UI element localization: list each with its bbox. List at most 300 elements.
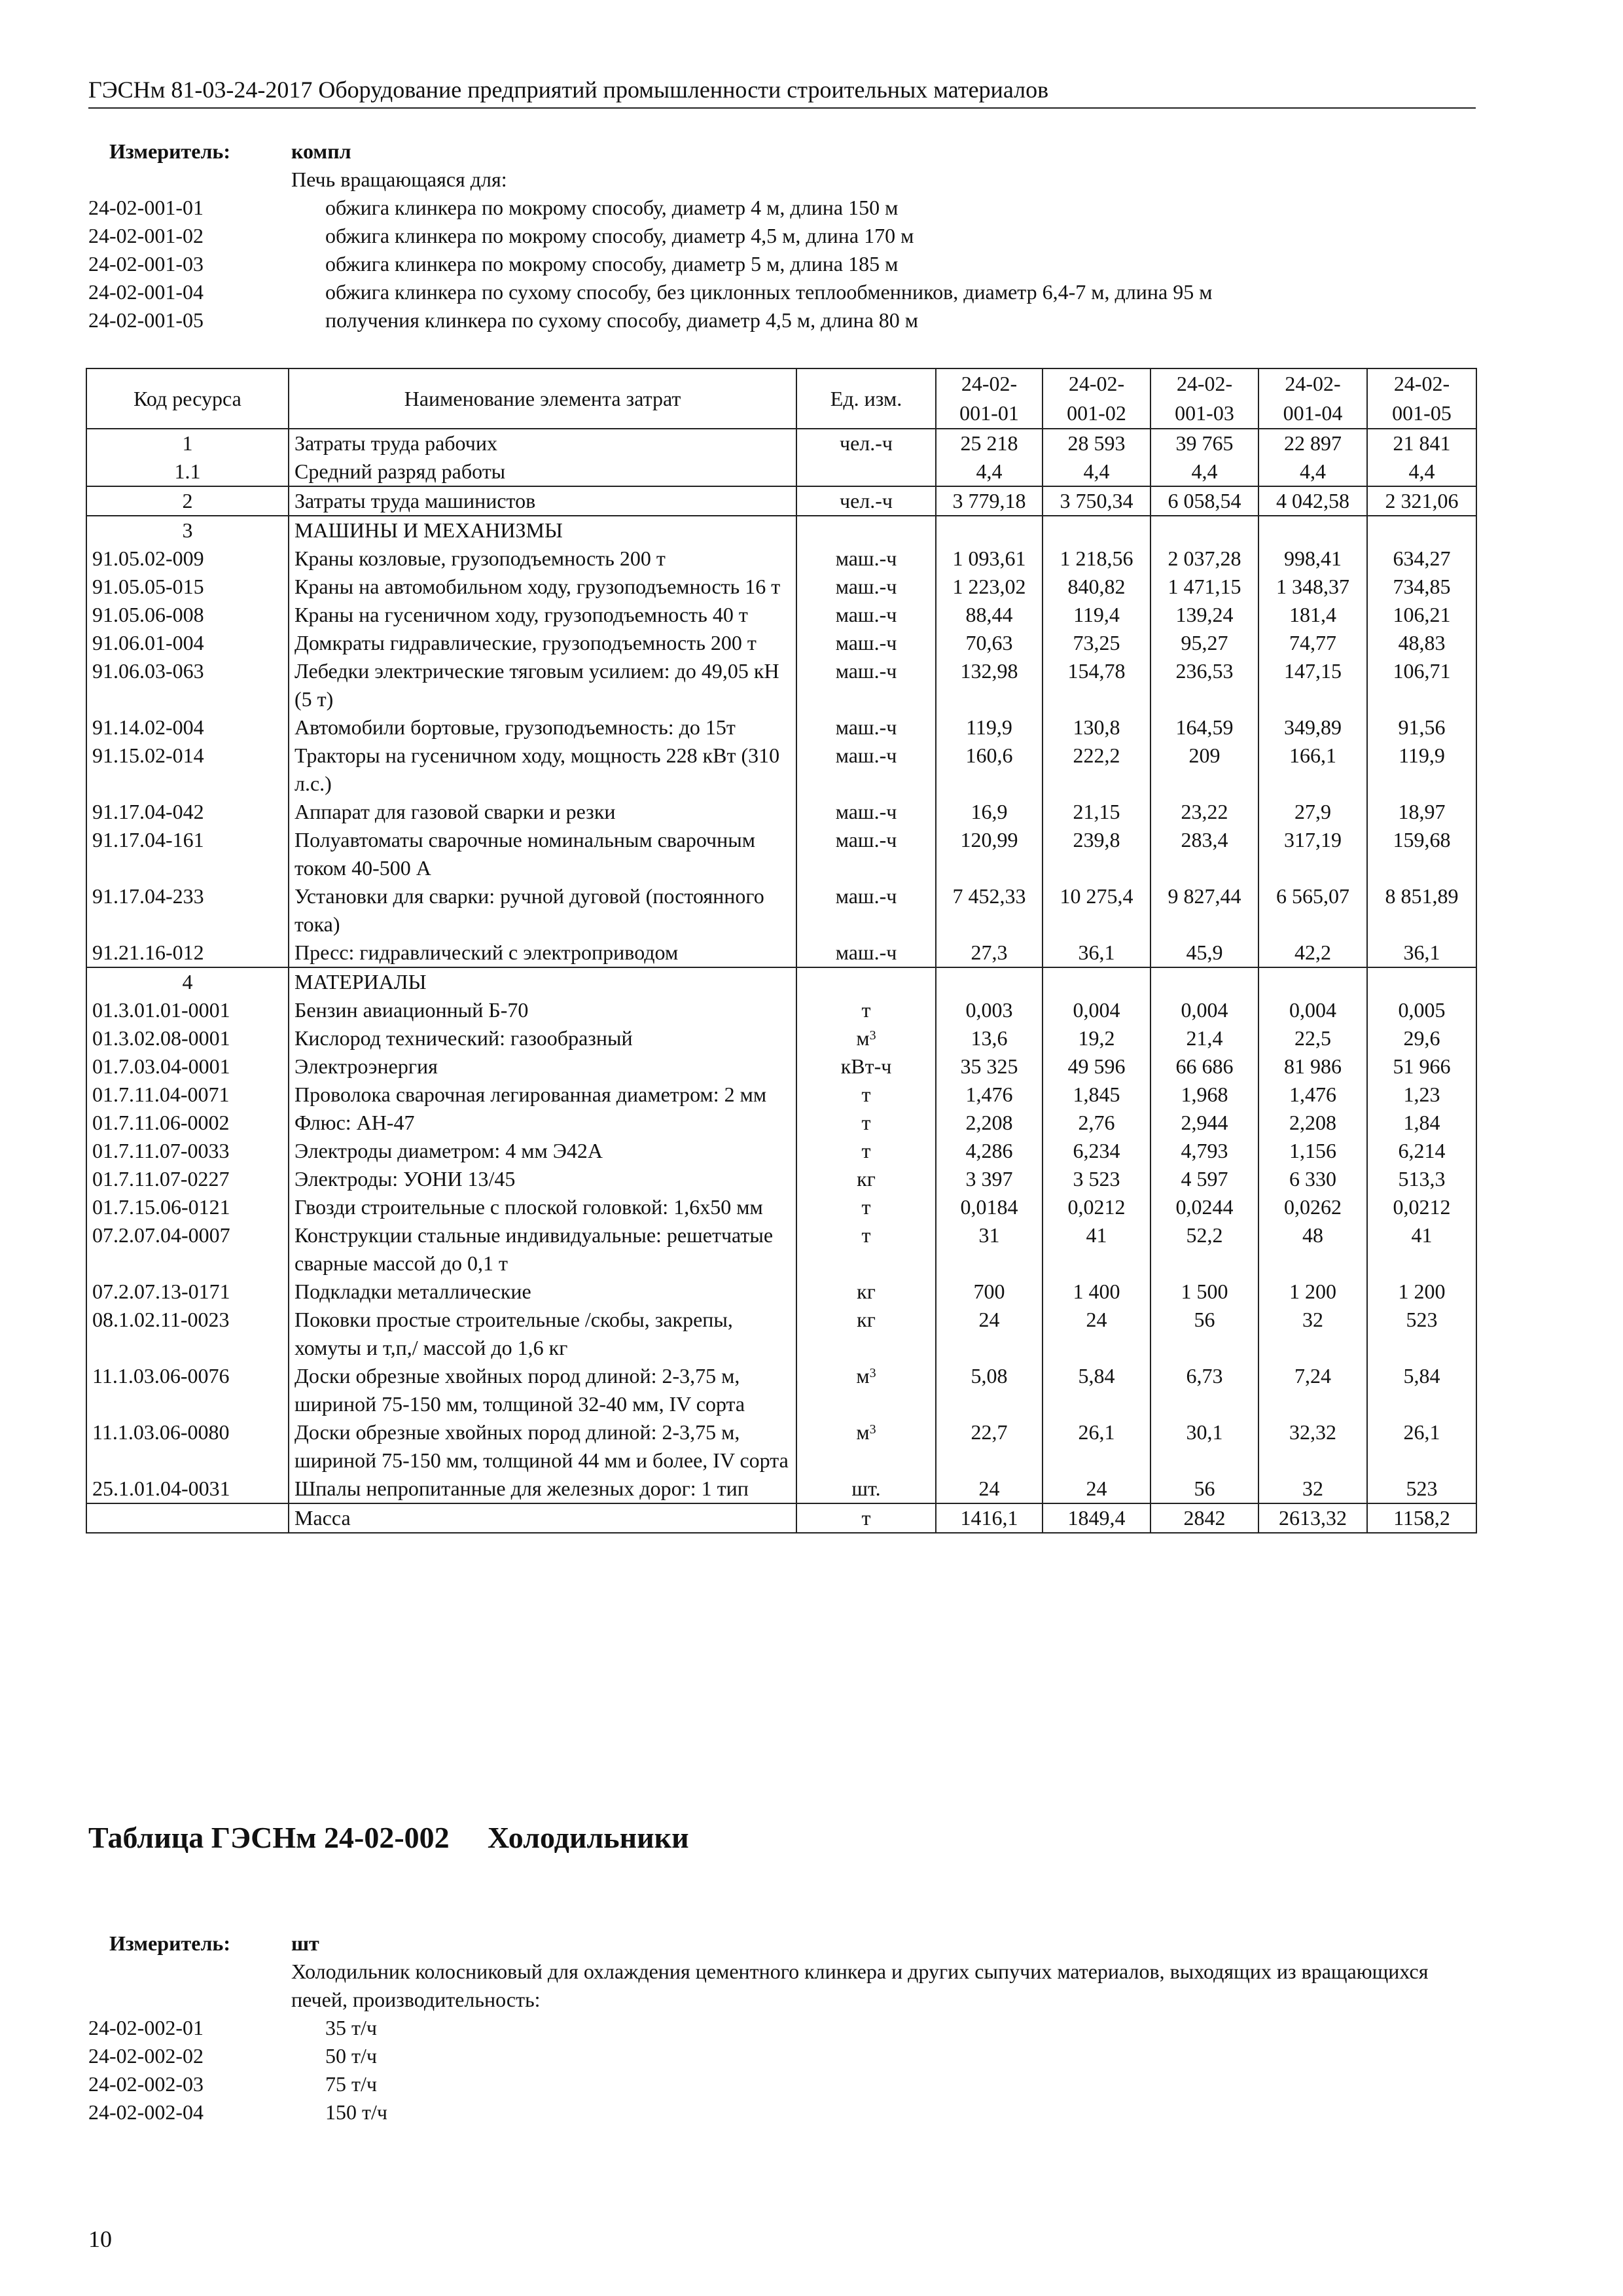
value-cell: 700: [936, 1278, 1043, 1306]
table-row: [86, 1362, 1476, 1418]
value-cell: 18,97: [1367, 798, 1476, 826]
value-cell: 74,77: [1258, 629, 1367, 657]
value-cell: 1 218,56: [1043, 545, 1150, 573]
value-cell: 2 037,28: [1150, 545, 1258, 573]
resource-unit: кг: [796, 1306, 936, 1362]
list-item: 24-02-001-03 обжига клинкера по мокрому способу, диаметр 5 м, длина 185 м: [88, 252, 899, 276]
value-cell: 1 471,15: [1150, 573, 1258, 601]
value-cell: 4,4: [936, 457, 1043, 486]
value-cell: 523: [1367, 1475, 1476, 1503]
value-cell: 6,73: [1150, 1362, 1258, 1418]
resource-name: Лебедки электрические тяговым усилием: до 49,05 кН (5 т): [289, 657, 796, 713]
value-cell: 21 841: [1367, 429, 1476, 457]
value-cell: 1 348,37: [1258, 573, 1367, 601]
value-cell: 91,56: [1367, 713, 1476, 742]
value-cell: 1,968: [1150, 1081, 1258, 1109]
resource-unit: маш.-ч: [796, 826, 936, 882]
list-item: 24-02-002-03 75 т/ч: [88, 2072, 377, 2096]
value-cell: 21,4: [1150, 1024, 1258, 1052]
resource-unit: [796, 457, 936, 486]
value-cell: 4,4: [1043, 457, 1150, 486]
value-cell: [1150, 516, 1258, 545]
resource-unit: маш.-ч: [796, 713, 936, 742]
value-cell: 2,208: [1258, 1109, 1367, 1137]
value-cell: 0,0244: [1150, 1193, 1258, 1221]
resource-unit: маш.-ч: [796, 882, 936, 939]
value-cell: 41: [1043, 1221, 1150, 1278]
value-cell: 29,6: [1367, 1024, 1476, 1052]
unit-row: [88, 1929, 1476, 1958]
col-header-3: 24-02- 001-03: [1150, 368, 1258, 429]
value-cell: 4,4: [1150, 457, 1258, 486]
table-row: [86, 939, 1476, 967]
resource-code: 91.05.05-015: [86, 573, 289, 601]
resource-name: Электроэнергия: [289, 1052, 796, 1081]
value-cell: 1416,1: [936, 1503, 1043, 1533]
resource-name: Средний разряд работы: [289, 457, 796, 486]
value-cell: 0,0212: [1043, 1193, 1150, 1221]
resource-name: Поковки простые строительные /скобы, закрепы, хомуты и т,п,/ массой до 1,6 кг: [289, 1306, 796, 1362]
value-cell: 1,84: [1367, 1109, 1476, 1137]
col-header-1: 24-02- 001-01: [936, 368, 1043, 429]
value-cell: 1,476: [1258, 1081, 1367, 1109]
list-item: 24-02-001-04 обжига клинкера по сухому способу, без циклонных теплообменников, диаметр 6,4-7 м, длина 95 м: [88, 280, 1213, 304]
value-cell: 56: [1150, 1475, 1258, 1503]
value-cell: 0,004: [1150, 996, 1258, 1024]
unit-label: Измеритель:: [109, 1931, 230, 1955]
value-cell: 998,41: [1258, 545, 1367, 573]
value-cell: 9 827,44: [1150, 882, 1258, 939]
value-cell: 16,9: [936, 798, 1043, 826]
resource-unit: чел.-ч: [796, 486, 936, 516]
value-cell: 523: [1367, 1306, 1476, 1362]
value-cell: 1,476: [936, 1081, 1043, 1109]
value-cell: 634,27: [1367, 545, 1476, 573]
table-row: [86, 1165, 1476, 1193]
resource-code: 11.1.03.06-0080: [86, 1418, 289, 1475]
resource-unit: т: [796, 1221, 936, 1278]
value-cell: [1258, 516, 1367, 545]
value-cell: 1 200: [1367, 1278, 1476, 1306]
value-cell: 23,22: [1150, 798, 1258, 826]
table-row: [86, 1306, 1476, 1362]
resource-unit: $м^3$: [796, 1362, 936, 1418]
resource-code: 25.1.01.04-0031: [86, 1475, 289, 1503]
resource-name: Электроды: УОНИ 13/45: [289, 1165, 796, 1193]
value-cell: 1 223,02: [936, 573, 1043, 601]
resource-name: Установки для сварки: ручной дуговой (постоянного тока): [289, 882, 796, 939]
value-cell: [1367, 516, 1476, 545]
resource-code: 01.7.15.06-0121: [86, 1193, 289, 1221]
table-row: [86, 1221, 1476, 1278]
table-row: [86, 882, 1476, 939]
value-cell: 1 400: [1043, 1278, 1150, 1306]
resource-unit: маш.-ч: [796, 742, 936, 798]
table-header-row: [86, 368, 1476, 429]
list-item: 24-02-001-05 получения клинкера по сухому способу, диаметр 4,5 м, длина 80 м: [88, 308, 919, 332]
list-item: 24-02-001-01 обжига клинкера по мокрому способу, диаметр 4 м, длина 150 м: [88, 196, 899, 219]
running-header: [88, 73, 1476, 109]
resource-name: Затраты труда машинистов: [289, 486, 796, 516]
table-row: [86, 629, 1476, 657]
resource-unit: маш.-ч: [796, 573, 936, 601]
resource-name: Шпалы непропитанные для железных дорог: 1 тип: [289, 1475, 796, 1503]
value-cell: 24: [1043, 1306, 1150, 1362]
resource-code: 01.7.11.06-0002: [86, 1109, 289, 1137]
resource-name: Доски обрезные хвойных пород длиной: 2-3,75 м, шириной 75-150 мм, толщиной 32-40 мм, IV сорта: [289, 1362, 796, 1418]
table-row: [86, 601, 1476, 629]
resource-unit: т: [796, 1193, 936, 1221]
value-cell: 28 593: [1043, 429, 1150, 457]
value-cell: 3 750,34: [1043, 486, 1150, 516]
table-row: [86, 1503, 1476, 1533]
value-cell: 317,19: [1258, 826, 1367, 882]
value-cell: 2,76: [1043, 1109, 1150, 1137]
value-cell: 4,4: [1367, 457, 1476, 486]
resource-name: Домкраты гидравлические, грузоподъемность 200 т: [289, 629, 796, 657]
value-cell: 1 500: [1150, 1278, 1258, 1306]
resource-name: Краны козловые, грузоподъемность 200 т: [289, 545, 796, 573]
resource-code: 01.7.11.07-0227: [86, 1165, 289, 1193]
value-cell: 19,2: [1043, 1024, 1150, 1052]
value-cell: 73,25: [1043, 629, 1150, 657]
value-cell: 10 275,4: [1043, 882, 1150, 939]
table2-title-left: Таблица ГЭСНм 24-02-002: [88, 1821, 450, 1854]
col-header-4: 24-02- 001-04: [1258, 368, 1367, 429]
resource-name: Тракторы на гусеничном ходу, мощность 228 кВт (310 л.с.): [289, 742, 796, 798]
value-cell: 181,4: [1258, 601, 1367, 629]
resource-name: Флюс: АН-47: [289, 1109, 796, 1137]
resource-code: 91.14.02-004: [86, 713, 289, 742]
resource-code: 01.7.03.04-0001: [86, 1052, 289, 1081]
resource-name: Гвозди строительные с плоской головкой: 1,6x50 мм: [289, 1193, 796, 1221]
resource-code: 07.2.07.13-0171: [86, 1278, 289, 1306]
table-row: [86, 742, 1476, 798]
resource-unit: т: [796, 996, 936, 1024]
value-cell: 0,005: [1367, 996, 1476, 1024]
table-row: [86, 657, 1476, 713]
value-cell: 1158,2: [1367, 1503, 1476, 1533]
intro-row: [88, 166, 1476, 194]
table-row: [86, 826, 1476, 882]
resource-unit: т: [796, 1109, 936, 1137]
value-cell: [1043, 516, 1150, 545]
value-cell: 0,004: [1258, 996, 1367, 1024]
resource-unit: кг: [796, 1165, 936, 1193]
section-row: [86, 516, 1476, 545]
resource-unit: кг: [796, 1278, 936, 1306]
value-cell: 159,68: [1367, 826, 1476, 882]
resource-unit: т: [796, 1081, 936, 1109]
resource-name: МАШИНЫ И МЕХАНИЗМЫ: [289, 516, 796, 545]
value-cell: 106,71: [1367, 657, 1476, 713]
value-cell: 2613,32: [1258, 1503, 1367, 1533]
section-row: [86, 967, 1476, 996]
resource-unit: $м^3$: [796, 1024, 936, 1052]
unit-value: компл: [291, 139, 351, 163]
value-cell: 513,3: [1367, 1165, 1476, 1193]
value-cell: 6 330: [1258, 1165, 1367, 1193]
resource-unit: чел.-ч: [796, 429, 936, 457]
list-item: 24-02-002-02 50 т/ч: [88, 2044, 377, 2068]
resource-code: 11.1.03.06-0076: [86, 1362, 289, 1418]
value-cell: 106,21: [1367, 601, 1476, 629]
value-cell: 42,2: [1258, 939, 1367, 967]
resource-name: Полуавтоматы сварочные номинальным сварочным током 40-500 А: [289, 826, 796, 882]
resource-unit: [796, 967, 936, 996]
resource-code: 08.1.02.11-0023: [86, 1306, 289, 1362]
value-cell: 154,78: [1043, 657, 1150, 713]
resource-unit: т: [796, 1137, 936, 1165]
value-cell: [1043, 967, 1150, 996]
value-cell: 49 596: [1043, 1052, 1150, 1081]
value-cell: 36,1: [1043, 939, 1150, 967]
value-cell: [936, 967, 1043, 996]
value-cell: 1,845: [1043, 1081, 1150, 1109]
value-cell: 0,0212: [1367, 1193, 1476, 1221]
value-cell: 51 966: [1367, 1052, 1476, 1081]
resource-code: 91.17.04-233: [86, 882, 289, 939]
value-cell: 3 779,18: [936, 486, 1043, 516]
resource-name: Доски обрезные хвойных пород длиной: 2-3,75 м, шириной 75-150 мм, толщиной 44 мм и более, IV сорта: [289, 1418, 796, 1475]
value-cell: 119,4: [1043, 601, 1150, 629]
value-cell: [1258, 967, 1367, 996]
value-cell: 13,6: [936, 1024, 1043, 1052]
resource-name: Конструкции стальные индивидуальные: решетчатые сварные массой до 0,1 т: [289, 1221, 796, 1278]
value-cell: 81 986: [1258, 1052, 1367, 1081]
value-cell: 236,53: [1150, 657, 1258, 713]
value-cell: 24: [936, 1306, 1043, 1362]
col-unit-header: Ед. изм.: [796, 368, 936, 429]
col-header-5: 24-02- 001-05: [1367, 368, 1476, 429]
value-cell: 26,1: [1043, 1418, 1150, 1475]
value-cell: 56: [1150, 1306, 1258, 1362]
value-cell: 48,83: [1367, 629, 1476, 657]
resource-name: Подкладки металлические: [289, 1278, 796, 1306]
value-cell: 166,1: [1258, 742, 1367, 798]
value-cell: 4 042,58: [1258, 486, 1367, 516]
resource-unit: маш.-ч: [796, 657, 936, 713]
value-cell: 0,003: [936, 996, 1043, 1024]
value-cell: 840,82: [1043, 573, 1150, 601]
table2-intro: [88, 1929, 1476, 2126]
value-cell: 6 565,07: [1258, 882, 1367, 939]
resource-code: 91.17.04-042: [86, 798, 289, 826]
table-row: [86, 1418, 1476, 1475]
value-cell: 0,004: [1043, 996, 1150, 1024]
resource-name: Затраты труда рабочих: [289, 429, 796, 457]
resource-code: 01.7.11.04-0071: [86, 1081, 289, 1109]
value-cell: 25 218: [936, 429, 1043, 457]
table-row: [86, 486, 1476, 516]
value-cell: 32,32: [1258, 1418, 1367, 1475]
value-cell: 48: [1258, 1221, 1367, 1278]
table-row: [86, 1024, 1476, 1052]
value-cell: 24: [1043, 1475, 1150, 1503]
resource-unit: [796, 516, 936, 545]
table-row: [86, 1278, 1476, 1306]
table1-intro: [88, 137, 1476, 334]
resource-unit: маш.-ч: [796, 629, 936, 657]
table2-title: [88, 1818, 689, 1857]
value-cell: 239,8: [1043, 826, 1150, 882]
value-cell: 4,793: [1150, 1137, 1258, 1165]
value-cell: 35 325: [936, 1052, 1043, 1081]
value-cell: 27,3: [936, 939, 1043, 967]
page-number: 10: [88, 2226, 112, 2252]
table-row: [86, 545, 1476, 573]
table-row: [86, 1052, 1476, 1081]
list-item: 24-02-002-04 150 т/ч: [88, 2100, 387, 2124]
resource-name: МАТЕРИАЛЫ: [289, 967, 796, 996]
resource-code: 91.21.16-012: [86, 939, 289, 967]
resource-unit: маш.-ч: [796, 939, 936, 967]
value-cell: 3 397: [936, 1165, 1043, 1193]
value-cell: 4,4: [1258, 457, 1367, 486]
value-cell: 6,214: [1367, 1137, 1476, 1165]
table-row: [86, 1193, 1476, 1221]
resource-code: 91.06.03-063: [86, 657, 289, 713]
resource-name: Краны на гусеничном ходу, грузоподъемность 40 т: [289, 601, 796, 629]
value-cell: 349,89: [1258, 713, 1367, 742]
value-cell: 222,2: [1043, 742, 1150, 798]
value-cell: 5,08: [936, 1362, 1043, 1418]
table-row: [86, 798, 1476, 826]
resource-code: 1.1: [86, 457, 289, 486]
resource-name: Бензин авиационный Б-70: [289, 996, 796, 1024]
value-cell: 130,8: [1043, 713, 1150, 742]
col-code-header: Код ресурса: [86, 368, 289, 429]
list-item: 24-02-002-01 35 т/ч: [88, 2016, 377, 2039]
value-cell: 0,0184: [936, 1193, 1043, 1221]
table-row: [86, 457, 1476, 486]
value-cell: 2 321,06: [1367, 486, 1476, 516]
value-cell: 132,98: [936, 657, 1043, 713]
value-cell: 52,2: [1150, 1221, 1258, 1278]
resource-name: Электроды диаметром: 4 мм Э42А: [289, 1137, 796, 1165]
resource-code: 3: [86, 516, 289, 545]
value-cell: 88,44: [936, 601, 1043, 629]
value-cell: 30,1: [1150, 1418, 1258, 1475]
value-cell: 26,1: [1367, 1418, 1476, 1475]
value-cell: 164,59: [1150, 713, 1258, 742]
resource-code: 91.17.04-161: [86, 826, 289, 882]
value-cell: 4 597: [1150, 1165, 1258, 1193]
resource-name: Кислород технический: газообразный: [289, 1024, 796, 1052]
value-cell: 6 058,54: [1150, 486, 1258, 516]
col-name-header: Наименование элемента затрат: [289, 368, 796, 429]
value-cell: 1,23: [1367, 1081, 1476, 1109]
value-cell: 120,99: [936, 826, 1043, 882]
resource-code: 01.3.01.01-0001: [86, 996, 289, 1024]
resource-code: [86, 1503, 289, 1533]
value-cell: 95,27: [1150, 629, 1258, 657]
resource-code: 91.05.06-008: [86, 601, 289, 629]
value-cell: 1 200: [1258, 1278, 1367, 1306]
resource-code: 07.2.07.04-0007: [86, 1221, 289, 1278]
resource-name: Автомобили бортовые, грузоподъемность: до 15т: [289, 713, 796, 742]
resource-unit: $м^3$: [796, 1418, 936, 1475]
value-cell: 734,85: [1367, 573, 1476, 601]
value-cell: 32: [1258, 1475, 1367, 1503]
value-cell: 22 897: [1258, 429, 1367, 457]
col-header-2: 24-02- 001-02: [1043, 368, 1150, 429]
value-cell: 160,6: [936, 742, 1043, 798]
value-cell: 1 093,61: [936, 545, 1043, 573]
table-row: [86, 429, 1476, 457]
value-cell: 119,9: [936, 713, 1043, 742]
resource-code: 91.15.02-014: [86, 742, 289, 798]
value-cell: 36,1: [1367, 939, 1476, 967]
resource-unit: шт.: [796, 1475, 936, 1503]
table-row: [86, 573, 1476, 601]
resource-unit: маш.-ч: [796, 545, 936, 573]
unit-label: Измеритель:: [109, 139, 230, 163]
table-row: [86, 1137, 1476, 1165]
resource-code: 4: [86, 967, 289, 996]
value-cell: 6,234: [1043, 1137, 1150, 1165]
value-cell: 209: [1150, 742, 1258, 798]
value-cell: 5,84: [1367, 1362, 1476, 1418]
resource-code: 01.3.02.08-0001: [86, 1024, 289, 1052]
intro-text: Печь вращающаяся для:: [291, 168, 507, 191]
table-row: [86, 1475, 1476, 1503]
table-row: [86, 1109, 1476, 1137]
value-cell: 119,9: [1367, 742, 1476, 798]
value-cell: 24: [936, 1475, 1043, 1503]
value-cell: 45,9: [1150, 939, 1258, 967]
table-row: [86, 713, 1476, 742]
resource-code: 1: [86, 429, 289, 457]
value-cell: 8 851,89: [1367, 882, 1476, 939]
table2-title-right: Холодильники: [488, 1821, 689, 1854]
value-cell: [1367, 967, 1476, 996]
unit-row: [88, 137, 1476, 166]
value-cell: [1150, 967, 1258, 996]
value-cell: 32: [1258, 1306, 1367, 1362]
value-cell: 39 765: [1150, 429, 1258, 457]
resource-unit: т: [796, 1503, 936, 1533]
intro-row: [88, 1958, 1476, 2014]
value-cell: 147,15: [1258, 657, 1367, 713]
value-cell: 0,0262: [1258, 1193, 1367, 1221]
resource-unit: маш.-ч: [796, 601, 936, 629]
table-row: [86, 996, 1476, 1024]
list-item: 24-02-001-02 обжига клинкера по мокрому способу, диаметр 4,5 м, длина 170 м: [88, 224, 914, 247]
value-cell: 2,944: [1150, 1109, 1258, 1137]
table-row: [86, 1081, 1476, 1109]
resource-unit: кВт-ч: [796, 1052, 936, 1081]
header-title: ГЭСНм 81-03-24-2017 Оборудование предприятий промышленности строительных материалов: [88, 77, 1049, 103]
resource-name: Пресс: гидравлический с электроприводом: [289, 939, 796, 967]
intro-text: Холодильник колосниковый для охлаждения цементного клинкера и других сыпучих материалов, выходящих из вращающихся печей, производительность:: [291, 1960, 1429, 2011]
value-cell: 283,4: [1150, 826, 1258, 882]
value-cell: 70,63: [936, 629, 1043, 657]
resource-name: Масса: [289, 1503, 796, 1533]
value-cell: 7,24: [1258, 1362, 1367, 1418]
resource-code: 91.05.02-009: [86, 545, 289, 573]
resource-code: 2: [86, 486, 289, 516]
value-cell: 22,7: [936, 1418, 1043, 1475]
value-cell: 31: [936, 1221, 1043, 1278]
resource-code: 01.7.11.07-0033: [86, 1137, 289, 1165]
resource-name: Проволока сварочная легированная диаметром: 2 мм: [289, 1081, 796, 1109]
value-cell: 21,15: [1043, 798, 1150, 826]
value-cell: 66 686: [1150, 1052, 1258, 1081]
value-cell: 22,5: [1258, 1024, 1367, 1052]
value-cell: 2,208: [936, 1109, 1043, 1137]
resource-table: [86, 368, 1477, 1534]
